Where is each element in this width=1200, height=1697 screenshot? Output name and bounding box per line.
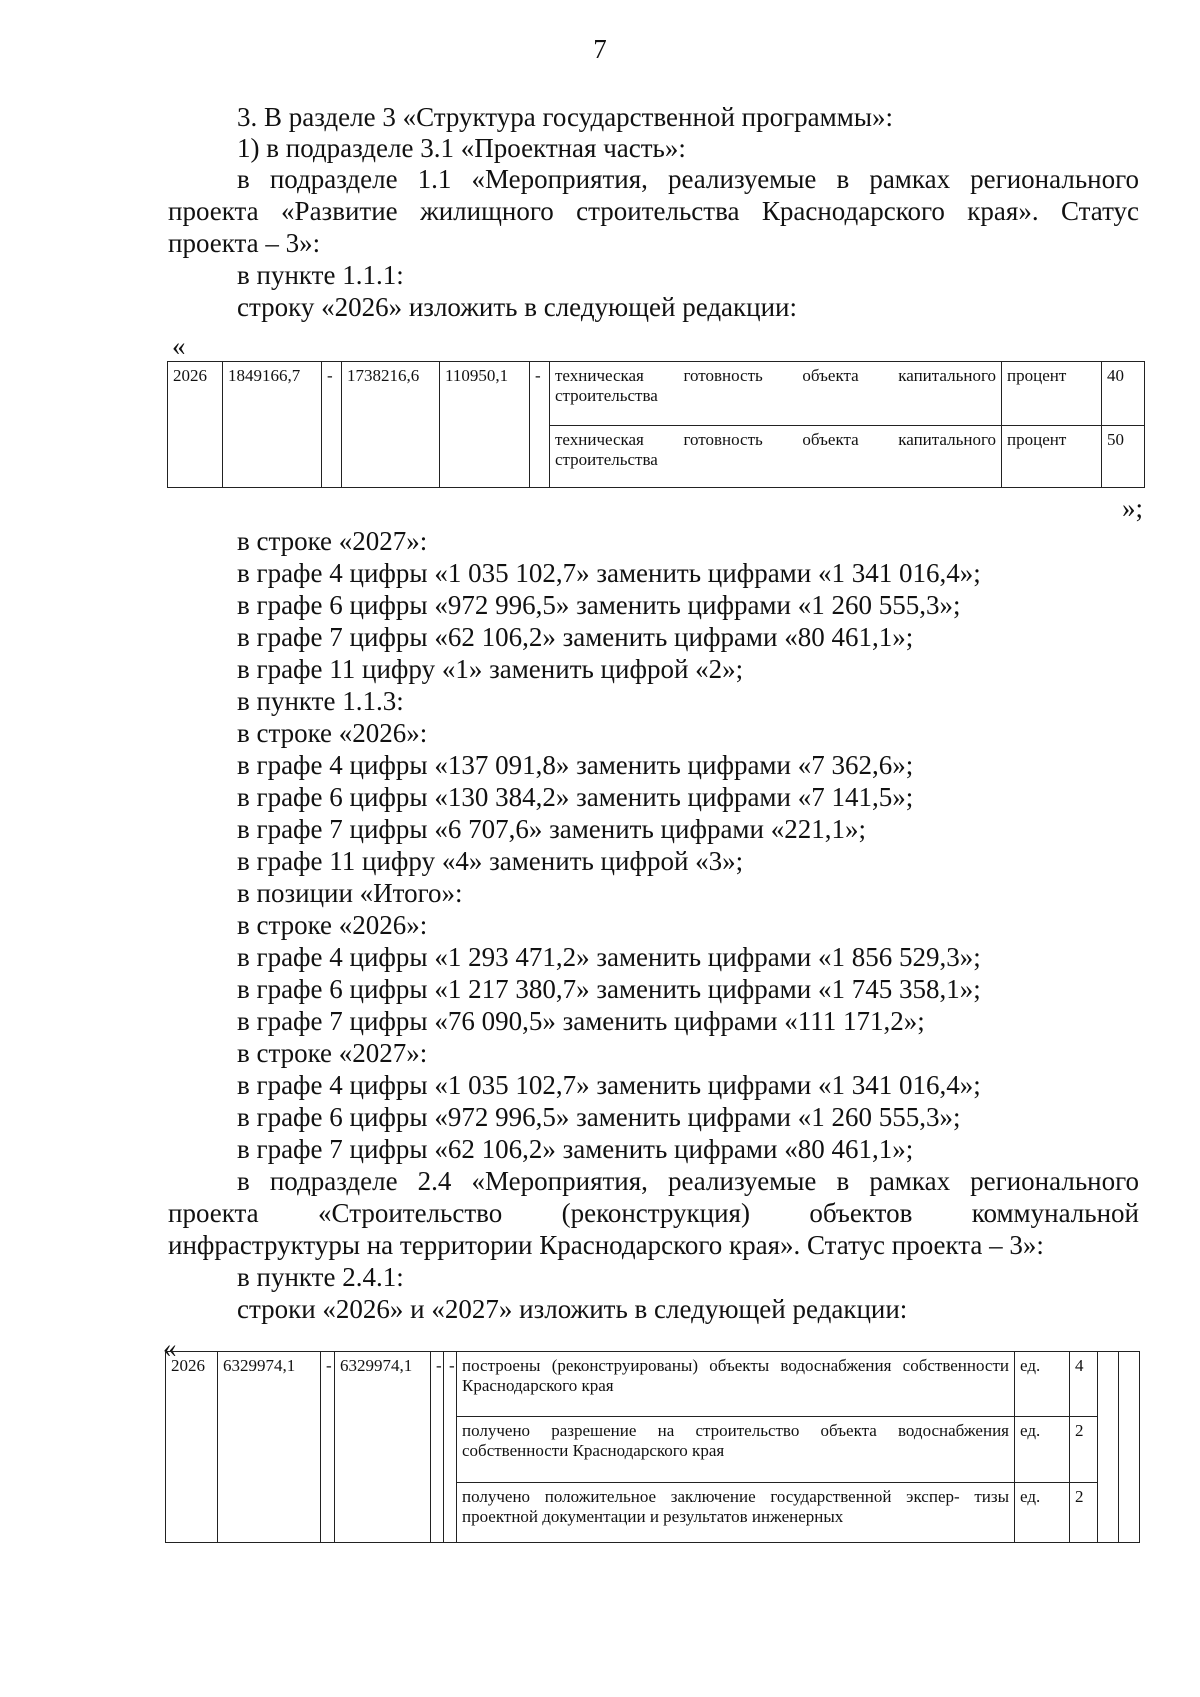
indicator-unit: ед. [1015,1483,1070,1543]
indicator-unit: ед. [1015,1352,1070,1417]
subsection-line: инфраструктуры на территории Краснодарского края». Статус проекта – 3»: [168,1230,1044,1260]
replacement-line: в графе 6 цифры «1 217 380,7» заменить цифрами «1 745 358,1»; [237,974,981,1004]
replacement-line: в графе 4 цифры «1 293 471,2» заменить цифрами «1 856 529,3»; [237,942,981,972]
indicator-unit: процент [1002,362,1102,426]
position-line: в позиции «Итого»: [237,878,463,908]
section-heading: 3. В разделе 3 «Структура государственной программы»: [237,102,893,132]
subsection-line: в подразделе 1.1 «Мероприятия, реализуемые в рамках регионального [237,164,1139,194]
indicator-value: 2 [1070,1417,1098,1483]
replacement-line: в графе 4 цифры «137 091,8» заменить цифрами «7 362,6»; [237,750,914,780]
replacement-line: в графе 7 цифры «62 106,2» заменить цифрами «80 461,1»; [237,622,914,652]
point-line: в пункте 1.1.1: [237,260,404,290]
indicator-value: 2 [1070,1483,1098,1543]
replacement-line: в графе 6 цифры «130 384,2» заменить цифрами «7 141,5»; [237,782,914,812]
federal-cell: - [322,362,342,488]
local-cell: 110950,1 [440,362,530,488]
table-row-2026-water [165,1351,1140,1543]
regional-cell: 6329974,1 [335,1352,431,1543]
local-cell: - [431,1352,444,1543]
subsection-line: проекта «Строительство (реконструкция) объектов коммунальной [168,1198,1139,1228]
table-row-2026-housing [167,361,1145,488]
instruction-line: строки «2026» и «2027» изложить в следующей редакции: [237,1294,908,1324]
extra-cell: - [530,362,550,488]
point-line: в пункте 1.1.3: [237,686,404,716]
point-line: в пункте 2.4.1: [237,1262,404,1292]
replacement-line: в графе 6 цифры «972 996,5» заменить цифрами «1 260 555,3»; [237,590,961,620]
open-quote: « [163,1333,177,1363]
empty-cell [1119,1352,1140,1543]
indicator-description: построены (реконструированы) объекты водоснабжения собственности Краснодарского края [457,1352,1015,1417]
page-number: 7 [593,34,607,64]
extra-cell: - [444,1352,457,1543]
indicator-unit: процент [1002,426,1102,488]
total-cell: 6329974,1 [218,1352,321,1543]
replacement-line: в графе 4 цифры «1 035 102,7» заменить цифрами «1 341 016,4»; [237,1070,981,1100]
replacement-line: в графе 11 цифру «4» заменить цифрой «3»; [237,846,744,876]
replacement-line: в графе 4 цифры «1 035 102,7» заменить цифрами «1 341 016,4»; [237,558,981,588]
replacement-line: в графе 7 цифры «6 707,6» заменить цифрами «221,1»; [237,814,866,844]
subsection-line: 1) в подразделе 3.1 «Проектная часть»: [237,133,686,163]
subsection-line: проекта «Развитие жилищного строительства Краснодарского края». Статус [168,196,1139,226]
row-line: в строке «2026»: [237,910,428,940]
empty-cell [1098,1352,1119,1543]
total-cell: 1849166,7 [223,362,322,488]
indicator-description: техническая готовность объекта капитального строительства [550,362,1002,426]
year-cell: 2026 [166,1352,218,1543]
indicator-description: техническая готовность объекта капитального строительства [550,426,1002,488]
open-quote: « [172,331,186,361]
replacement-line: в графе 7 цифры «62 106,2» заменить цифрами «80 461,1»; [237,1134,914,1164]
indicator-description: получено положительное заключение государственной экспер- тизы проектной документации и результатов инженерных [457,1483,1015,1543]
indicator-value: 50 [1102,426,1145,488]
subsection-line: в подразделе 2.4 «Мероприятия, реализуемые в рамках регионального [237,1166,1139,1196]
indicator-value: 4 [1070,1352,1098,1417]
indicator-unit: ед. [1015,1417,1070,1483]
replacement-line: в графе 6 цифры «972 996,5» заменить цифрами «1 260 555,3»; [237,1102,961,1132]
row-line: в строке «2027»: [237,526,428,556]
federal-cell: - [321,1352,335,1543]
regional-cell: 1738216,6 [342,362,440,488]
row-line: в строке «2026»: [237,718,428,748]
indicator-value: 40 [1102,362,1145,426]
replacement-line: в графе 7 цифры «76 090,5» заменить цифрами «111 171,2»; [237,1006,925,1036]
close-quote: »; [1122,493,1144,523]
indicator-description: получено разрешение на строительство объекта водоснабжения собственности Краснодарского края [457,1417,1015,1483]
year-cell: 2026 [168,362,223,488]
subsection-line: проекта – 3»: [168,228,321,258]
row-line: в строке «2027»: [237,1038,428,1068]
replacement-line: в графе 11 цифру «1» заменить цифрой «2»; [237,654,744,684]
instruction-line: строку «2026» изложить в следующей редакции: [237,292,798,322]
